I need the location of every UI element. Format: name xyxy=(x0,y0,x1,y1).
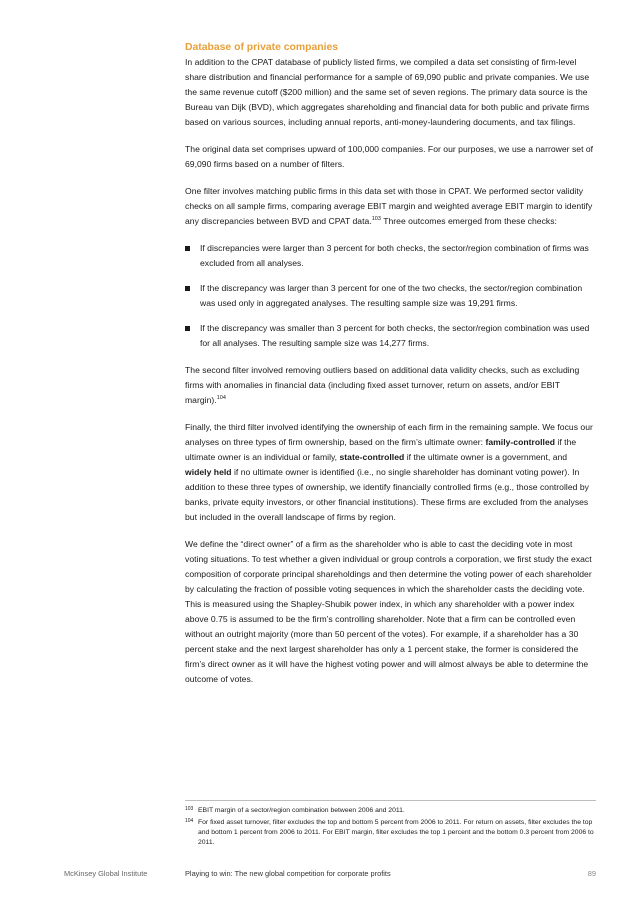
bullet-square-icon xyxy=(185,286,190,291)
term-family-controlled: family-controlled xyxy=(485,437,556,447)
paragraph-second-filter xyxy=(185,363,595,408)
footnotes xyxy=(185,800,596,850)
bullet-square-icon xyxy=(185,326,190,331)
list-item xyxy=(185,321,595,351)
page-number: 89 xyxy=(587,869,596,878)
paragraph-first-filter-tail: Three outcomes emerged from these checks: xyxy=(380,216,557,226)
text-run: if no ultimate owner is identified (i.e., no single shareholder has dominant voting power). In addition to these three types of ownership, we identify financially controlled firms (e.g., those controlled by banks, private equity investors, or other financial institutions). These firms are excluded from the analyses but included in the overall landscape of firms by region. xyxy=(185,467,589,522)
footer-publisher: McKinsey Global Institute xyxy=(64,869,148,878)
term-widely-held: widely held xyxy=(185,467,232,477)
list-item xyxy=(185,281,595,311)
footnote-ref-103[interactable]: 103 xyxy=(371,216,381,223)
text-run: if the ultimate owner is a government, and xyxy=(404,452,568,462)
term-state-controlled: state-controlled xyxy=(339,452,405,462)
footnote-104 xyxy=(185,818,596,848)
list-item-text: If the discrepancy was smaller than 3 percent for both checks, the sector/region combination was used for all analyses. The resulting sample size was 14,277 firms. xyxy=(200,323,590,348)
footnote-text: For fixed asset turnover, filter excludes the top and bottom 5 percent from 2006 to 2011. For return on assets, filter excludes the top and bottom 1 percent from 2006 to 2011. For EBIT margin, filter excludes the top 1 percent and the bottom 0.3 percent from 2006 to 2011. xyxy=(198,819,594,846)
text-run: Finally, the third filter involved identifying the ownership of each firm in the remaining sample. We focus our analyses on three types of firm ownership, based on the firm’s ultimate owner: xyxy=(185,422,593,447)
text-run: if the ultimate owner is an individual or family, xyxy=(185,437,577,462)
footnote-number: 104 xyxy=(185,818,194,824)
outcomes-list xyxy=(185,241,595,351)
footer-title: Playing to win: The new global competition for corporate profits xyxy=(185,869,391,878)
paragraph-direct-owner: We define the “direct owner” of a firm as the shareholder who is able to cast the deciding vote in most voting situations. To test whether a given individual or group controls a corporation, we first study the exact composition of corporate principal shareholdings and then determine the voting power of each shareholder by calculating the fraction of possible voting sequences in which the shareholder casts the deciding vote. This is measured using the Shapley-Shubik power index, in which any shareholder with a power index above 0.75 is assumed to be the firm’s controlling shareholder. Note that a firm can be controlled even without an outright majority (more than 50 percent of the votes). For example, if a shareholder has a 30 percent stake and the next largest shareholder has only a 1 percent stake, the former is considered the firm’s direct owner as it will have the highest voting power and will almost always be able to determine the outcome of votes. xyxy=(185,539,592,684)
paragraph-first-filter xyxy=(185,184,595,229)
footnote-number: 103 xyxy=(185,806,194,812)
paragraph-third-filter xyxy=(185,420,595,525)
footnote-text: EBIT margin of a sector/region combination between 2006 and 2011. xyxy=(198,807,405,814)
footnote-103 xyxy=(185,806,596,816)
paragraph-first-filter-text: One filter involves matching public firms in this data set with those in CPAT. We performed sector validity checks on all sample firms, comparing average EBIT margin and weighted average EBIT margin to identify any discrepancies between BVD and CPAT data. xyxy=(185,186,593,226)
paragraph-original-data-set: The original data set comprises upward of 100,000 companies. For our purposes, we use a narrower set of 69,090 firms based on a number of filters. xyxy=(185,144,594,169)
paragraph-intro: In addition to the CPAT database of publicly listed firms, we compiled a data set consisting of firm-level share distribution and financial performance for a sample of 69,090 public and private companies. We use the same revenue cutoff ($200 million) and the same set of seven regions. The primary data source is the Bureau van Dijk (BVD), which aggregates shareholding and financial data for both public and private firms based on various sources, including annual reports, anti-money-laundering documents, and tax filings. xyxy=(185,57,590,127)
paragraph-second-filter-text: The second filter involved removing outliers based on additional data validity checks, such as excluding firms with anomalies in financial data (including fixed asset turnover, return on assets, and/or EBIT margin). xyxy=(185,365,580,405)
footnote-ref-104[interactable]: 104 xyxy=(216,395,226,402)
section-heading: Database of private companies xyxy=(185,42,339,53)
list-item-text: If the discrepancy was larger than 3 percent for one of the two checks, the sector/region combination was used only in aggregated analyses. The resulting sample size was 19,291 firms. xyxy=(200,283,583,308)
bullet-square-icon xyxy=(185,246,190,251)
main-content xyxy=(185,40,595,699)
list-item xyxy=(185,241,595,271)
list-item-text: If discrepancies were larger than 3 percent for both checks, the sector/region combination of firms was excluded from all analyses. xyxy=(200,243,589,268)
